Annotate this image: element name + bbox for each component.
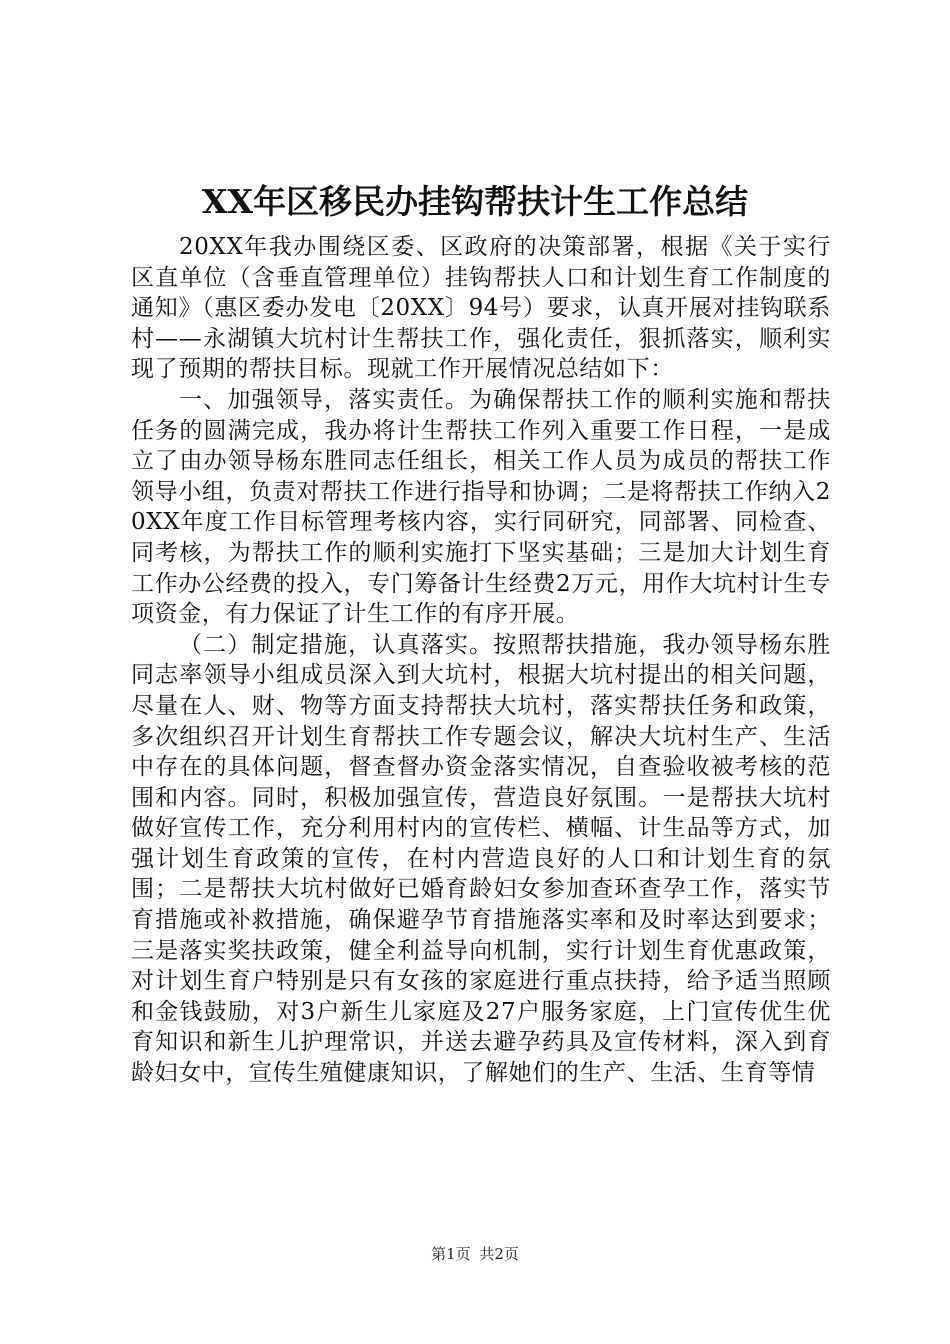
document-body	[131, 232, 831, 1089]
page-number: 第1页	[431, 1245, 471, 1263]
paragraph-intro: 20XX年我办围绕区委、区政府的决策部署，根据《关于实行区直单位（含垂直管理单位）挂钩帮扶人口和计划生育工作制度的通知》（惠区委办发电〔20XX〕94号）要求，认真开展对挂钩联系村——永湖镇大坑村计生帮扶工作，强化责任，狠抓落实，顺利实现了预期的帮扶目标。现就工作开展情况总结如下：	[131, 234, 831, 383]
page-footer	[0, 1244, 950, 1264]
document-title: XX年区移民办挂钩帮扶计生工作总结	[201, 182, 749, 221]
paragraph-section-one: 一、加强领导，落实责任。为确保帮扶工作的顺利实施和帮扶任务的圆满完成，我办将计生帮扶工作列入重要工作日程，一是成立了由办领导杨东胜同志任组长，相关工作人员为成员的帮扶工作领导小组，负责对帮扶工作进行指导和协调；二是将帮扶工作纳入20XX年度工作目标管理考核内容，实行同研究，同部署、同检查、同考核，为帮扶工作的顺利实施打下坚实基础；三是加大计划生育工作办公经费的投入，专门筹备计生经费2万元，用作大坑村计生专项资金，有力保证了计生工作的有序开展。	[131, 386, 831, 628]
paragraph-section-two: （二）制定措施，认真落实。按照帮扶措施，我办领导杨东胜同志率领导小组成员深入到大坑村，根据大坑村提出的相关问题，尽量在人、财、物等方面支持帮扶大坑村，落实帮扶任务和政策，多次组织召开计划生育帮扶工作专题会议，解决大坑村生产、生活中存在的具体问题，督查督办资金落实情况，自查验收被考核的范围和内容。同时，积极加强宣传，营造良好氛围。一是帮扶大坑村做好宣传工作，充分利用村内的宣传栏、横幅、计生品等方式，加强计划生育政策的宣传，在村内营造良好的人口和计划生育的氛围；二是帮扶大坑村做好已婚育龄妇女参加查环查孕工作，落实节育措施或补救措施，确保避孕节育措施落实率和及时率达到要求；三是落实奖扶政策，健全利益导向机制，实行计划生育优惠政策，对计划生育户特别是只有女孩的家庭进行重点扶持，给予适当照顾和金钱鼓励，对3户新生儿家庭及27户服务家庭，上门宣传优生优育知识和新生儿护理常识，并送去避孕药具及宣传材料，深入到育龄妇女中，宣传生殖健康知识，了解她们的生产、生活、生育等情	[131, 631, 831, 1087]
page-total: 共2页	[479, 1245, 519, 1263]
